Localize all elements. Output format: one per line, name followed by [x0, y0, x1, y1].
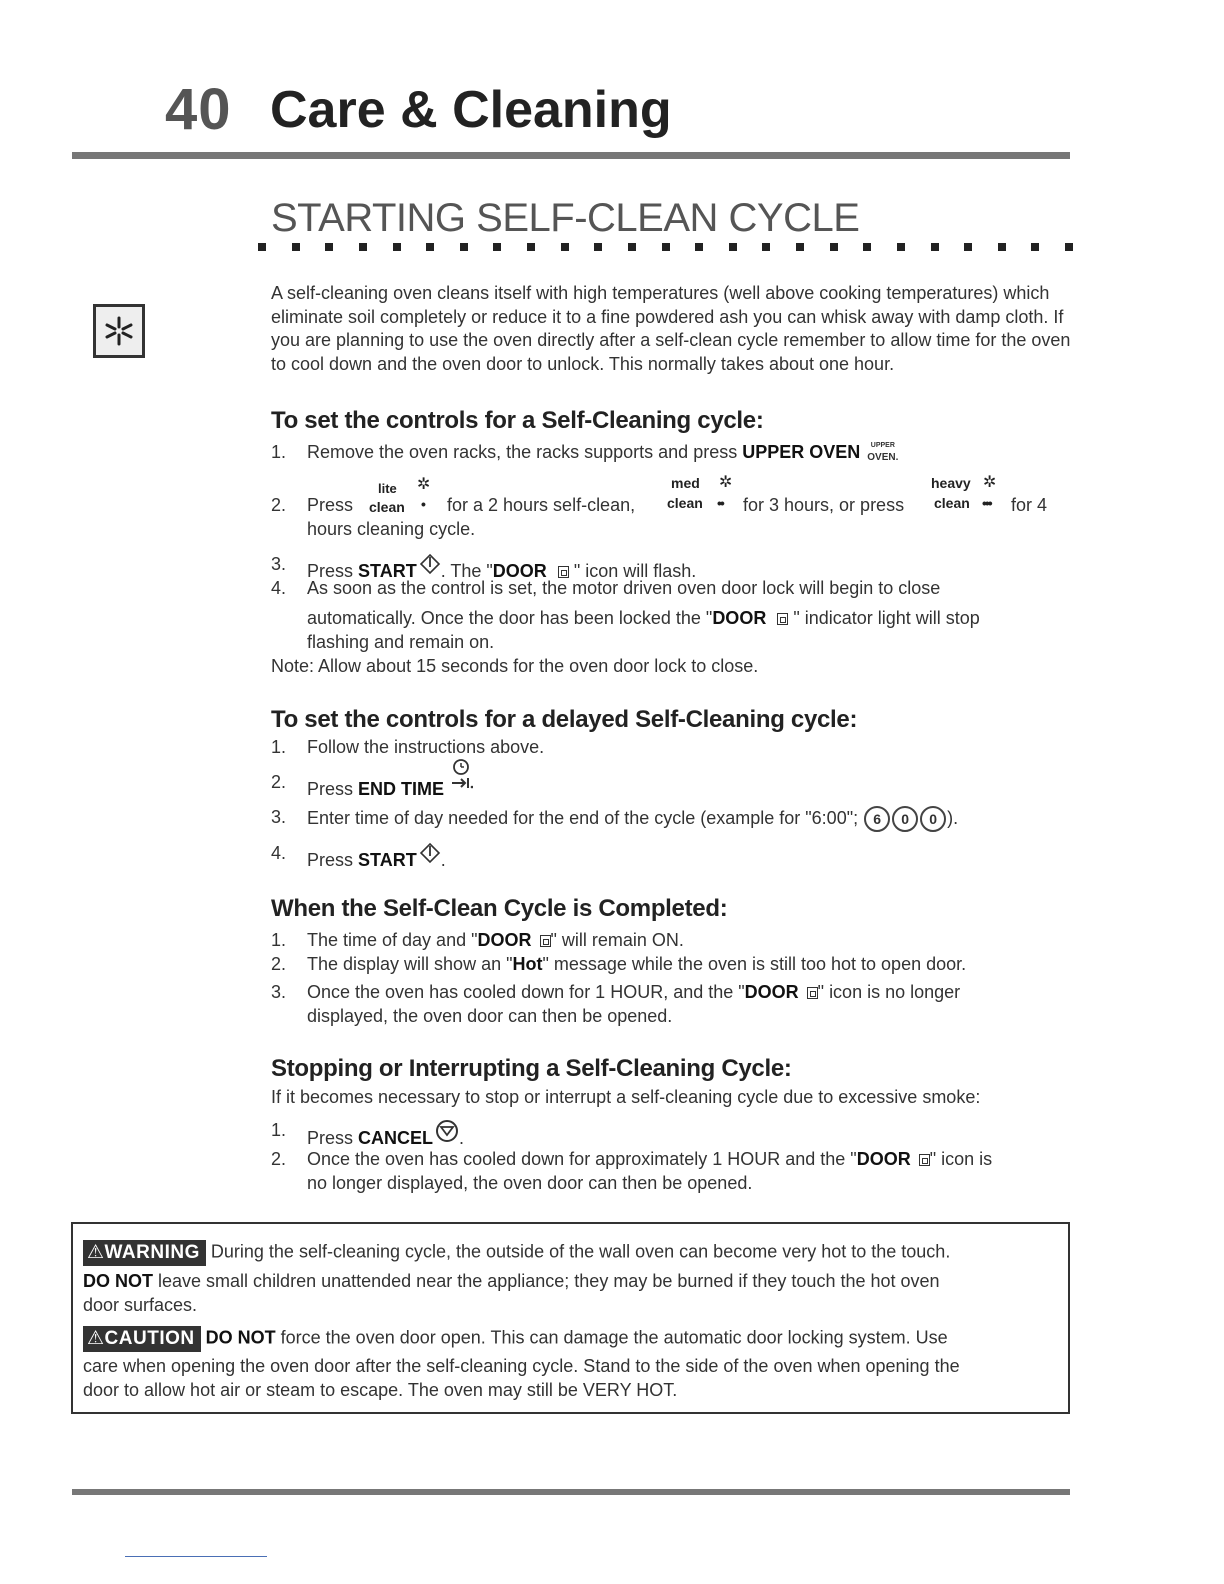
cancel-label: CANCEL — [358, 1128, 434, 1148]
step-text-a: The display will show an " — [307, 954, 513, 974]
press-word: Press — [307, 1128, 354, 1148]
start-icon — [419, 842, 441, 875]
step-number: 3. — [271, 554, 287, 574]
set-step-1 — [271, 441, 1071, 465]
upper-oven-label: UPPER OVEN — [742, 442, 861, 462]
step4-text-a: automatically. Once the door has been locked the " — [307, 608, 713, 628]
step-text-b: " message while the oven is still too hot to open door. — [542, 954, 967, 974]
start-label: START — [358, 561, 417, 581]
step4-text-b: " indicator light will stop — [788, 608, 980, 628]
decorative-square-row — [258, 243, 1073, 251]
caution-line2: care when opening the oven door after the self-cleaning cycle. Stand to the side of the oven when opening the — [83, 1356, 960, 1376]
warning-line2 — [83, 1270, 1058, 1294]
digit-0-key-icon: 0 — [920, 806, 946, 832]
press-word: Press — [307, 561, 354, 581]
press-word: Press — [307, 850, 354, 870]
completed-step-1 — [271, 929, 1071, 953]
heavy-clean-icon: ✲ — [983, 474, 997, 491]
digit-0-key-icon: 0 — [892, 806, 918, 832]
do-not-label: DO NOT — [205, 1327, 276, 1348]
alert-triangle-icon: ⚠ — [87, 1328, 105, 1349]
stopping-heading: Stopping or Interrupting a Self-Cleaning Cycle: — [271, 1055, 792, 1082]
delayed-step-3 — [271, 806, 1071, 832]
step-text: Remove the oven racks, the racks supports and press — [307, 442, 738, 462]
lite-label: lite — [378, 481, 397, 496]
heavy-clean-label: clean — [934, 495, 970, 511]
press-word: Press — [307, 779, 354, 799]
end-time-icon — [449, 771, 473, 797]
completed-step-3 — [271, 981, 1071, 1029]
step-number: 4. — [271, 843, 287, 863]
med-label: med — [671, 475, 700, 491]
section-title: STARTING SELF-CLEAN CYCLE — [271, 196, 860, 240]
door-lock-icon — [540, 935, 551, 947]
digit-6-key-icon: 6 — [864, 806, 890, 832]
warning-text2: leave small children unattended near the appliance; they may be burned if they touch the hot oven — [158, 1271, 940, 1291]
do-not-label: DO NOT — [83, 1271, 153, 1291]
completed-heading: When the Self-Clean Cycle is Completed: — [271, 895, 728, 922]
step-number: 3. — [271, 982, 287, 1002]
door-label: DOOR — [477, 930, 532, 950]
press-word: Press — [307, 495, 354, 515]
start-label: START — [358, 850, 417, 870]
med-clean-label: clean — [667, 495, 703, 511]
footer-rule — [72, 1489, 1070, 1495]
step2-text-c: for 4 — [1011, 495, 1048, 515]
alert-triangle-icon: ⚠ — [87, 1242, 105, 1263]
delayed-step-1 — [271, 736, 1071, 760]
door-label: DOOR — [712, 608, 767, 628]
med-clean-icon: ✲ — [719, 474, 733, 491]
step-number: 4. — [271, 578, 287, 598]
warning-text: During the self-cleaning cycle, the outside of the wall oven can become very hot to the touch. — [210, 1241, 951, 1262]
warning-line1 — [83, 1240, 1058, 1266]
step-text-a: Once the oven has cooled down for 1 HOUR, and the " — [307, 982, 745, 1002]
step-number: 1. — [271, 737, 287, 757]
warning-line3: door surfaces. — [83, 1295, 198, 1315]
step4-line1: As soon as the control is set, the motor driven oven door lock will begin to close — [307, 578, 941, 598]
step-text-b: " icon is no longer — [817, 982, 961, 1002]
step2-line2: no longer displayed, the oven door can then be opened. — [307, 1173, 753, 1193]
step2-text-a: for a 2 hours self-clean, — [447, 495, 636, 515]
caution-line3: door to allow hot air or steam to escape. The oven may still be VERY HOT. — [83, 1380, 678, 1400]
page-title: Care & Cleaning — [270, 81, 672, 139]
set-step-4 — [271, 577, 1071, 657]
step3-text-b: " icon will flash. — [568, 561, 697, 581]
door-lock-icon — [919, 1154, 930, 1166]
step-text-b: " icon is — [929, 1149, 993, 1169]
caution-badge: ⚠CAUTION — [83, 1326, 201, 1352]
stopping-step-2 — [271, 1148, 1071, 1196]
lite-clean-label: clean — [369, 499, 405, 515]
header-rule — [72, 152, 1070, 159]
step-number: 3. — [271, 807, 287, 827]
intro-paragraph: A self-cleaning oven cleans itself with high temperatures (well above cooking temperatures) which eliminate soil completely or reduce it to a fine powdered ash you can whisk away with damp cloth. If you are planning to use the oven directly after a self-clean cycle remember to allow time for the oven to cool down and the oven door to unlock. This normally takes about one hour. — [271, 283, 1071, 374]
caution-text: force the oven door open. This can damage the automatic door locking system. Use — [280, 1327, 948, 1348]
step2-text-b: for 3 hours, or press — [743, 495, 905, 515]
delayed-step-2 — [271, 771, 1071, 799]
step-text: Follow the instructions above. — [307, 737, 545, 757]
delayed-heading: To set the controls for a delayed Self-Cleaning cycle: — [271, 706, 858, 733]
step-text-a: The time of day and " — [307, 930, 478, 950]
door-label: DOOR — [744, 982, 799, 1002]
double-dot-icon: •• — [717, 495, 723, 511]
step-number: 1. — [271, 1120, 287, 1140]
completed-step-2 — [271, 953, 1071, 977]
self-clean-icon — [93, 304, 145, 358]
delayed-step-4: 4. Press START . — [271, 842, 1071, 866]
step-number: 2. — [271, 495, 287, 515]
cancel-icon — [435, 1119, 459, 1150]
set-step-3 — [271, 553, 1071, 581]
dot-icon: • — [421, 496, 426, 512]
door-lock-icon — [777, 613, 788, 625]
step2-line2: hours cleaning cycle. — [307, 519, 476, 539]
footer-underline — [125, 1556, 267, 1557]
set-controls-heading: To set the controls for a Self-Cleaning cycle: — [271, 407, 764, 434]
step-text-a: Once the oven has cooled down for approximately 1 HOUR and the " — [307, 1149, 857, 1169]
step-number: 1. — [271, 930, 287, 950]
stopping-intro: If it becomes necessary to stop or interrupt a self-cleaning cycle due to excessive smoke: — [271, 1087, 981, 1107]
upper-oven-key-icon: UPPER OVEN. — [867, 442, 899, 463]
step-text-b: " will remain ON. — [550, 930, 684, 950]
door-label: DOOR — [492, 561, 547, 581]
step-number: 2. — [271, 954, 287, 974]
door-lock-icon — [807, 987, 818, 999]
warning-caution-box — [71, 1222, 1070, 1414]
warning-badge: ⚠WARNING — [83, 1240, 206, 1266]
step-number: 1. — [271, 442, 287, 462]
step3-text-a: . The " — [440, 561, 493, 581]
stopping-step-1: 1. Press CANCEL . — [271, 1120, 465, 1148]
set-step-2 — [271, 470, 1071, 540]
heavy-label: heavy — [931, 475, 971, 491]
step3-line2: displayed, the oven door can then be opened. — [307, 1006, 673, 1026]
end-time-label: END TIME — [358, 779, 445, 799]
step3-end: ). — [947, 807, 959, 828]
triple-dot-icon: ••• — [982, 495, 991, 511]
lite-clean-icon: ✲ — [417, 476, 431, 493]
step-text: Enter time of day needed for the end of the cycle (example for "6:00"; — [307, 807, 859, 828]
step4-line3: flashing and remain on. — [307, 632, 495, 652]
caution-line1 — [83, 1326, 1058, 1352]
hot-label: Hot — [512, 954, 543, 974]
note-text: Note: Allow about 15 seconds for the oven door lock to close. — [271, 656, 759, 676]
step-number: 2. — [271, 1149, 287, 1169]
door-label: DOOR — [856, 1149, 911, 1169]
step-number: 2. — [271, 772, 287, 792]
page-number: 40 — [165, 77, 232, 142]
